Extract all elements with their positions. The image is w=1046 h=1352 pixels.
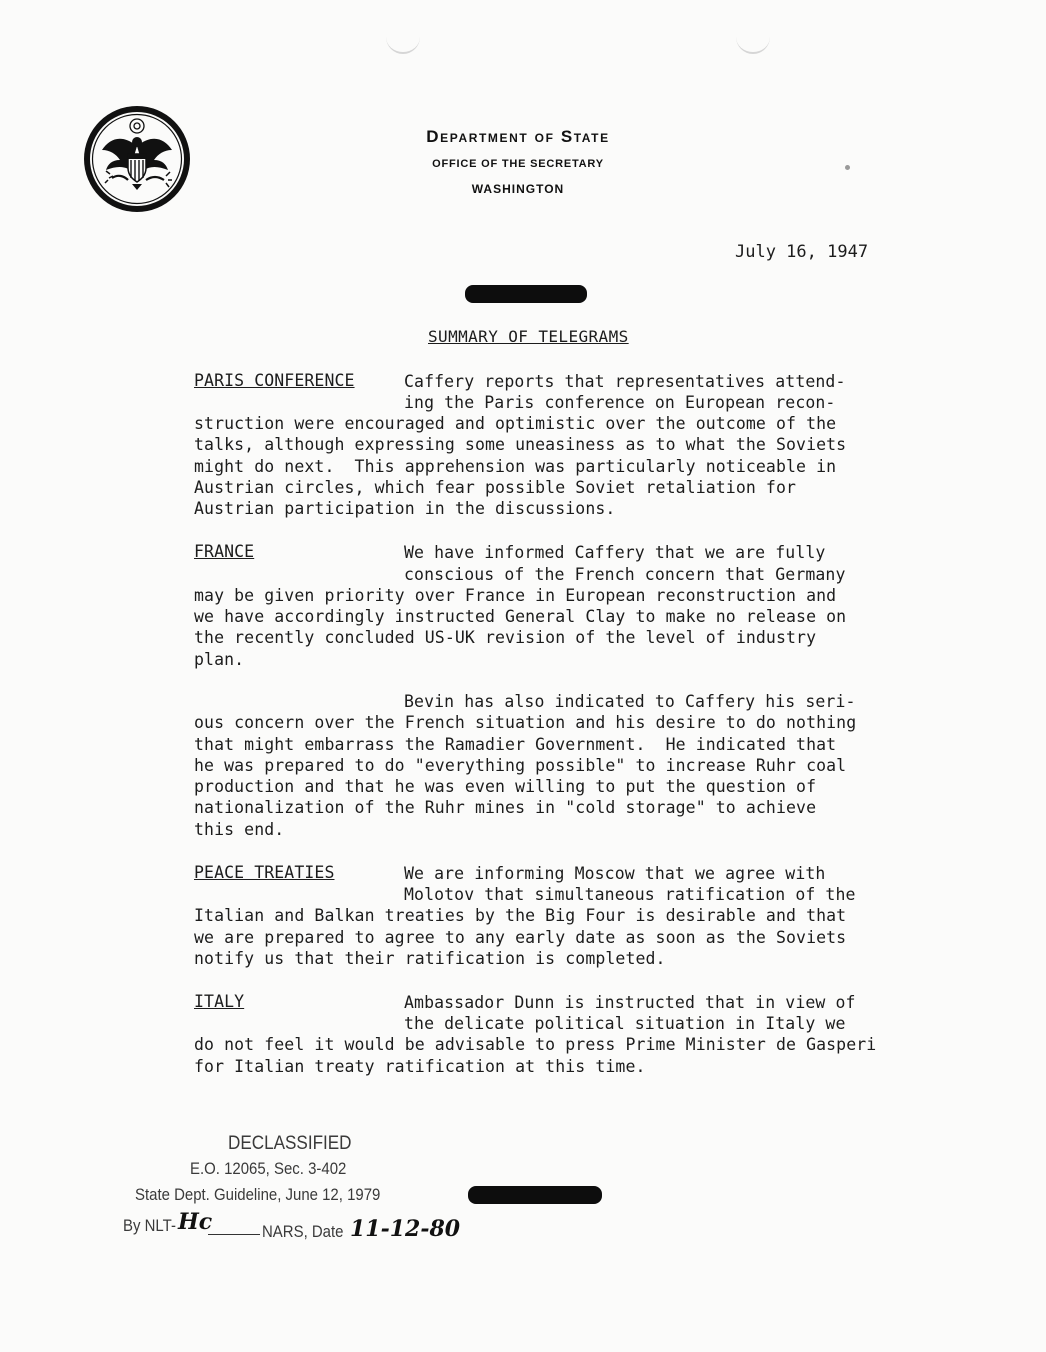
body-line: Caffery reports that representatives attend- bbox=[404, 372, 846, 391]
body-line: plan. bbox=[194, 650, 245, 669]
body-line: Bevin has also indicated to Caffery his seri- bbox=[404, 692, 856, 711]
declassified-stamp-nars-date: NARS, Date bbox=[262, 1222, 344, 1241]
body-line: notify us that their ratification is completed. bbox=[194, 949, 666, 968]
classification-redaction-bottom bbox=[468, 1186, 602, 1204]
body-line: We have informed Caffery that we are fully bbox=[404, 543, 826, 562]
declassification-date: 11-12-80 bbox=[350, 1216, 461, 1242]
body-line: We are informing Moscow that we agree with bbox=[404, 864, 826, 883]
body-line: ous concern over the French situation and his desire to do nothing bbox=[194, 713, 857, 732]
body-line: production and that he was even willing to put the question of bbox=[194, 777, 817, 796]
section-heading-france: FRANCE bbox=[194, 542, 255, 561]
document-title: SUMMARY OF TELEGRAMS bbox=[428, 327, 629, 346]
city-name: WASHINGTON bbox=[471, 182, 565, 196]
body-line: talks, although expressing some uneasiness as to what the Soviets bbox=[194, 435, 847, 454]
body-line: he was prepared to do "everything possible" to increase Ruhr coal bbox=[194, 756, 847, 775]
body-line: do not feel it would be advisable to press Prime Minister de Gasperi bbox=[194, 1035, 877, 1054]
body-line: nationalization of the Ruhr mines in "cold storage" to achieve bbox=[194, 798, 817, 817]
paper-fleck bbox=[845, 165, 850, 170]
department-seal-icon bbox=[82, 104, 192, 214]
section-heading-peace-treaties: PEACE TREATIES bbox=[194, 863, 335, 882]
body-line: may be given priority over France in European reconstruction and bbox=[194, 586, 837, 605]
declassified-stamp-guideline: State Dept. Guideline, June 12, 1979 bbox=[135, 1185, 381, 1204]
body-line: struction were encouraged and optimistic over the outcome of the bbox=[194, 414, 837, 433]
office-name: OFFICE OF THE SECRETARY bbox=[432, 158, 604, 170]
section-heading-paris-conference: PARIS CONFERENCE bbox=[194, 371, 355, 390]
document-date: July 16, 1947 bbox=[735, 242, 869, 262]
body-line: this end. bbox=[194, 820, 285, 839]
body-line: that might embarrass the Ramadier Government. He indicated that bbox=[194, 735, 837, 754]
body-line: Ambassador Dunn is instructed that in view of bbox=[404, 993, 856, 1012]
body-line: the delicate political situation in Italy we bbox=[404, 1014, 846, 1033]
body-line: ing the Paris conference on European recon- bbox=[404, 393, 836, 412]
department-name: Department of State bbox=[426, 127, 610, 146]
body-line: Italian and Balkan treaties by the Big Four is desirable and that bbox=[194, 906, 847, 925]
declassified-stamp-authority: E.O. 12065, Sec. 3-402 bbox=[190, 1159, 347, 1178]
declassified-stamp-by: By NLT- bbox=[123, 1216, 176, 1235]
body-line: for Italian treaty ratification at this time. bbox=[194, 1057, 646, 1076]
declassified-stamp-title: DECLASSIFIED bbox=[228, 1133, 352, 1154]
body-line: the recently concluded US-UK revision of the level of industry bbox=[194, 628, 817, 647]
reviewer-initials: Hc bbox=[178, 1209, 213, 1235]
body-line: Molotov that simultaneous ratification of the bbox=[404, 885, 856, 904]
signature-underline bbox=[208, 1234, 260, 1235]
body-line: we have accordingly instructed General Clay to make no release on bbox=[194, 607, 847, 626]
body-line: Austrian participation in the discussions. bbox=[194, 499, 616, 518]
section-heading-italy: ITALY bbox=[194, 992, 245, 1011]
body-line: we are prepared to agree to any early date as soon as the Soviets bbox=[194, 928, 847, 947]
body-line: Austrian circles, which fear possible Soviet retaliation for bbox=[194, 478, 797, 497]
punch-hole-mark-left bbox=[386, 34, 420, 54]
punch-hole-mark-right bbox=[736, 34, 770, 54]
body-line: conscious of the French concern that Germany bbox=[404, 565, 846, 584]
body-line: might do next. This apprehension was particularly noticeable in bbox=[194, 457, 837, 476]
classification-redaction bbox=[465, 285, 587, 303]
